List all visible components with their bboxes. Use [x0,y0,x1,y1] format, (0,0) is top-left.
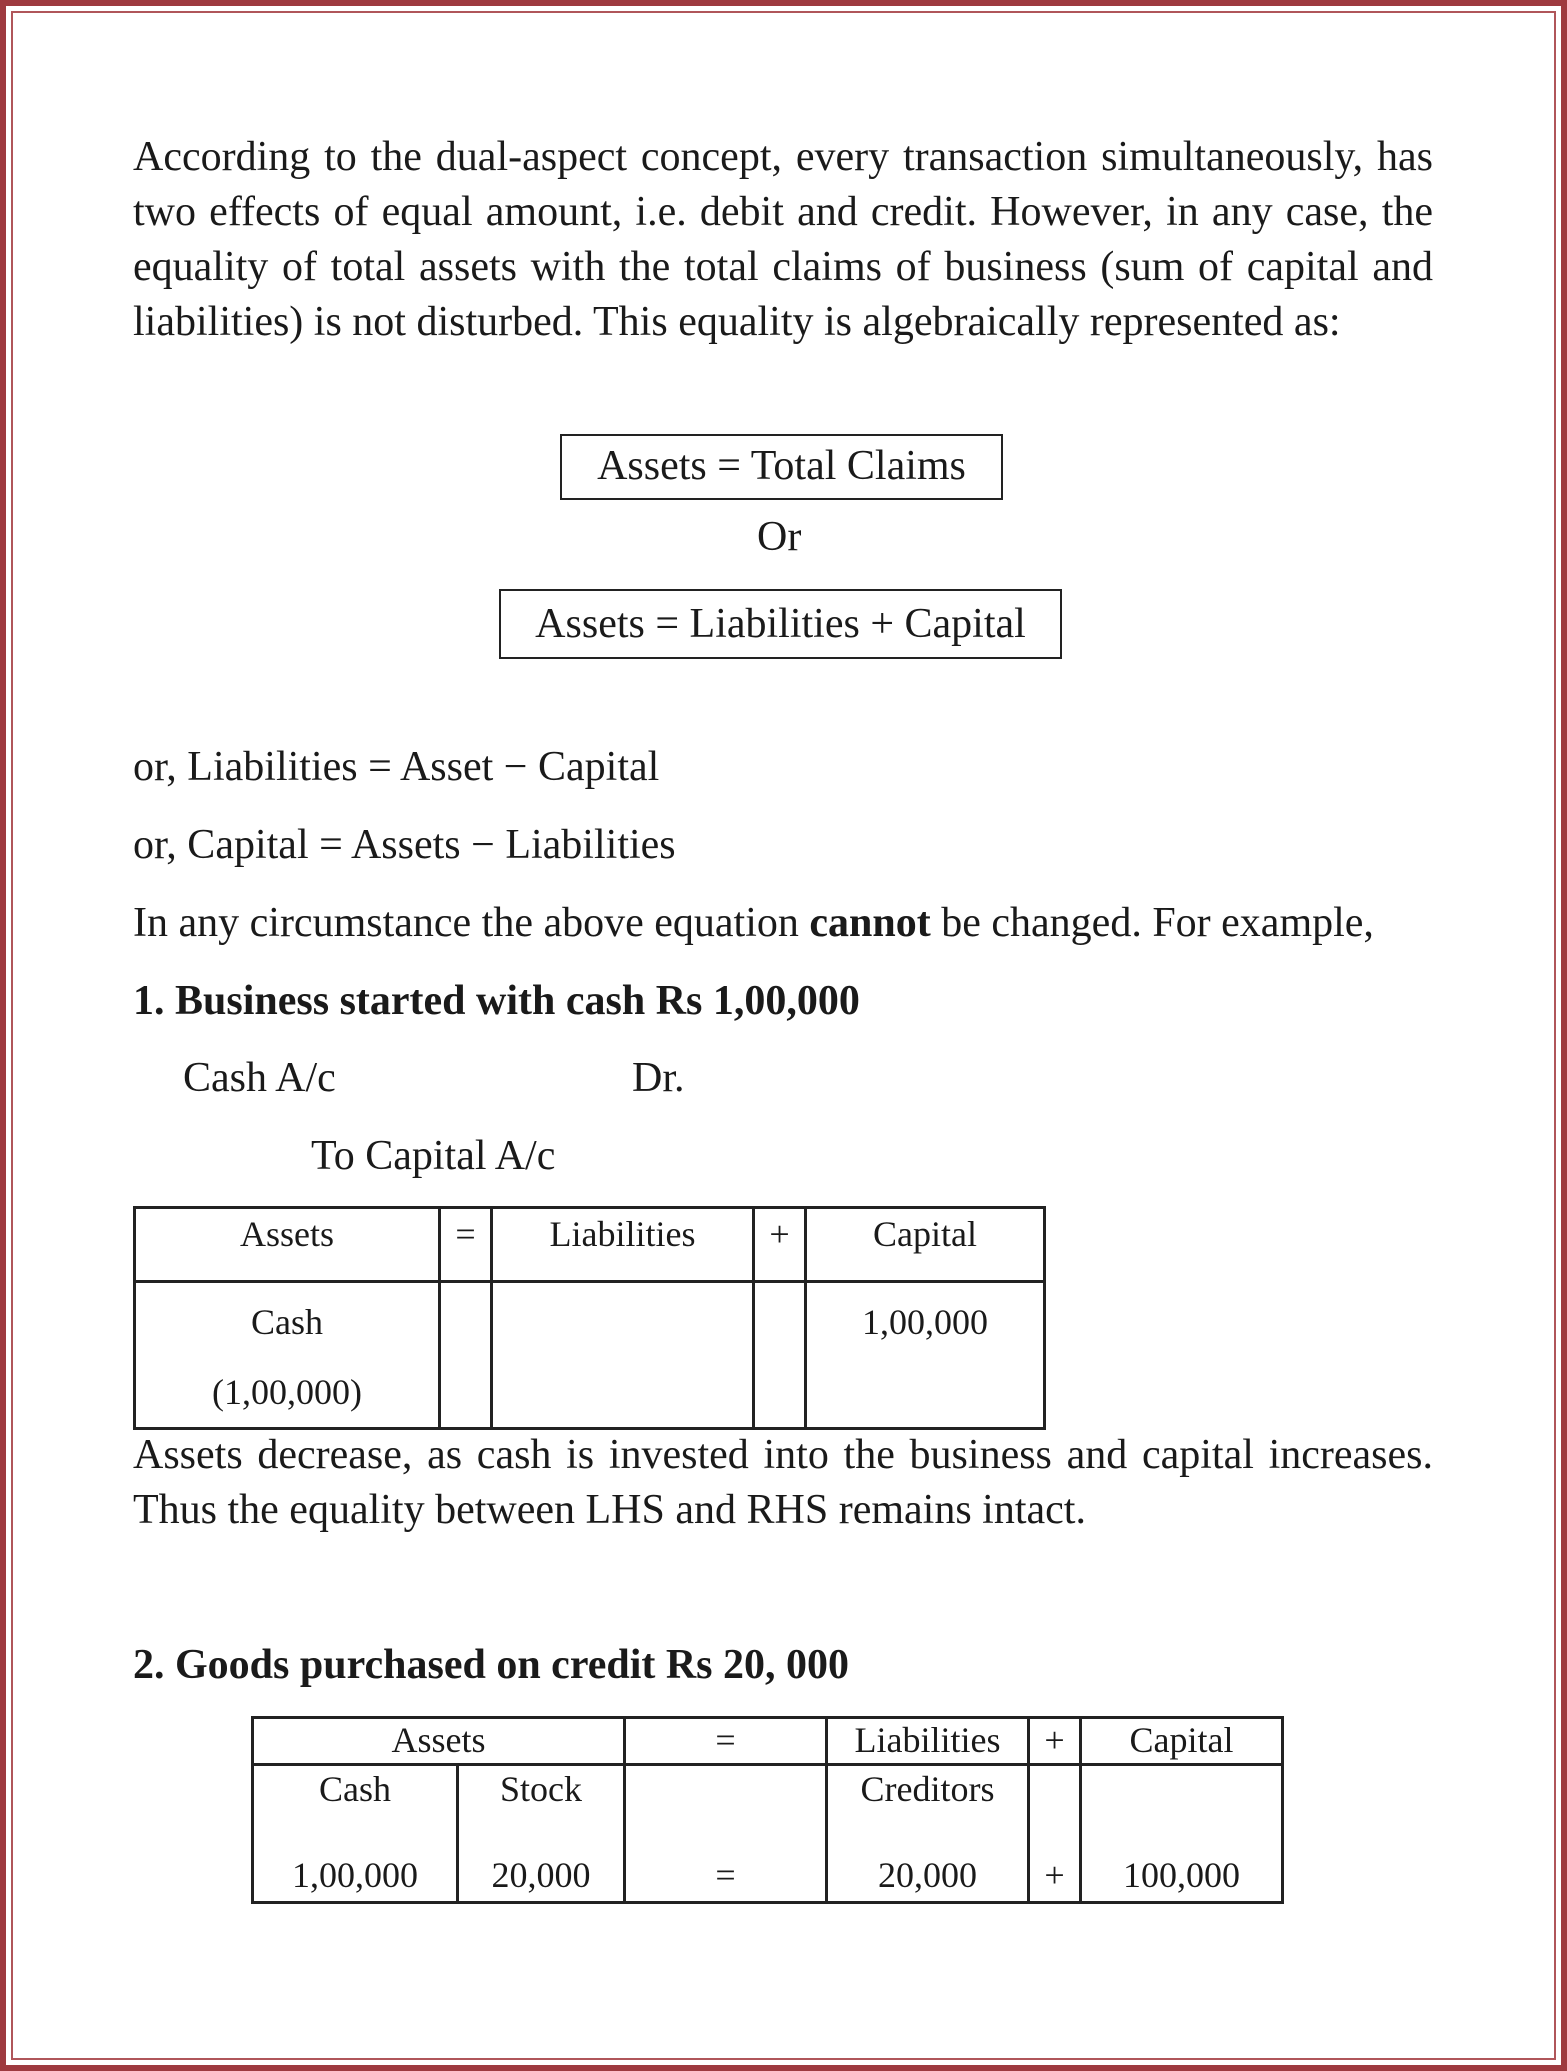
t2-sub-stock: Stock [499,1769,582,1809]
t2-cell-capital [1081,1765,1283,1903]
equation-box-liabilities-capital: Assets = Liabilities + Capital [499,589,1062,659]
t2-value-plus: + [1044,1855,1065,1895]
journal-dr: Dr. [632,1055,685,1101]
t1-cell-capital: 1,00,000 [806,1282,1045,1429]
example1-note: Assets decrease, as cash is invested into the business and capital increases. Thus the equality between LHS and RHS remains intact. [133,1432,1433,1533]
t2-cell-cash [253,1765,458,1903]
t2-value-stock: 20,000 [491,1855,591,1895]
equation-or: Or [757,514,802,560]
t2-value-creditors: 20,000 [878,1855,977,1895]
t1-assets-line2: (1,00,000) [212,1372,362,1412]
statement-line [133,899,1374,947]
journal-debit: Cash A/c [183,1055,336,1101]
t1-header-assets: Assets [135,1208,440,1282]
t1-header-equals: = [440,1208,492,1282]
t2-sub-creditors: Creditors [860,1769,995,1809]
example2-heading: 2. Goods purchased on credit Rs 20, 000 [133,1642,850,1688]
journal-credit: To Capital A/c [311,1133,556,1179]
t2-header-plus: + [1029,1718,1081,1765]
statement-bold: cannot [809,900,931,946]
t2-sub-cash: Cash [319,1769,391,1809]
t2-cell-plus [1029,1765,1081,1903]
t2-cell-stock [458,1765,625,1903]
example2-table [251,1716,1284,1904]
statement-after: be changed. For example, [930,900,1374,946]
t1-cell-equals [440,1282,492,1429]
statement-before: In any circumstance the above equation [133,900,810,946]
t2-value-equals: = [715,1855,736,1895]
t1-header-plus: + [754,1208,806,1282]
t1-header-capital: Capital [806,1208,1045,1282]
t1-assets-line1: Cash [251,1302,323,1342]
t2-value-cash: 1,00,000 [292,1855,418,1895]
t2-header-liabilities: Liabilities [827,1718,1029,1765]
t2-header-equals: = [625,1718,827,1765]
t2-header-capital: Capital [1081,1718,1283,1765]
intro-paragraph: According to the dual-aspect concept, every transaction simultaneously, has two effects of equal amount, i.e. debit and credit. However, in any case, the equality of total assets with the total claims of business (sum of capital and liabilities) is not disturbed. This equality is algebraically represented as: [133,134,1433,345]
t2-cell-equals [625,1765,827,1903]
example1-heading: 1. Business started with cash Rs 1,00,000 [133,978,860,1024]
equation-box-total-claims: Assets = Total Claims [560,434,1003,500]
t1-cell-liabilities [492,1282,754,1429]
t2-cell-creditors [827,1765,1029,1903]
equation-capital: or, Capital = Assets − Liabilities [133,822,676,868]
equation-liabilities: or, Liabilities = Asset − Capital [133,744,660,790]
t2-header-assets: Assets [253,1718,625,1765]
example1-table [133,1206,1046,1430]
t1-cell-assets [135,1282,440,1429]
t1-cell-plus [754,1282,806,1429]
t1-header-liabilities: Liabilities [492,1208,754,1282]
t2-value-capital: 100,000 [1123,1855,1240,1895]
